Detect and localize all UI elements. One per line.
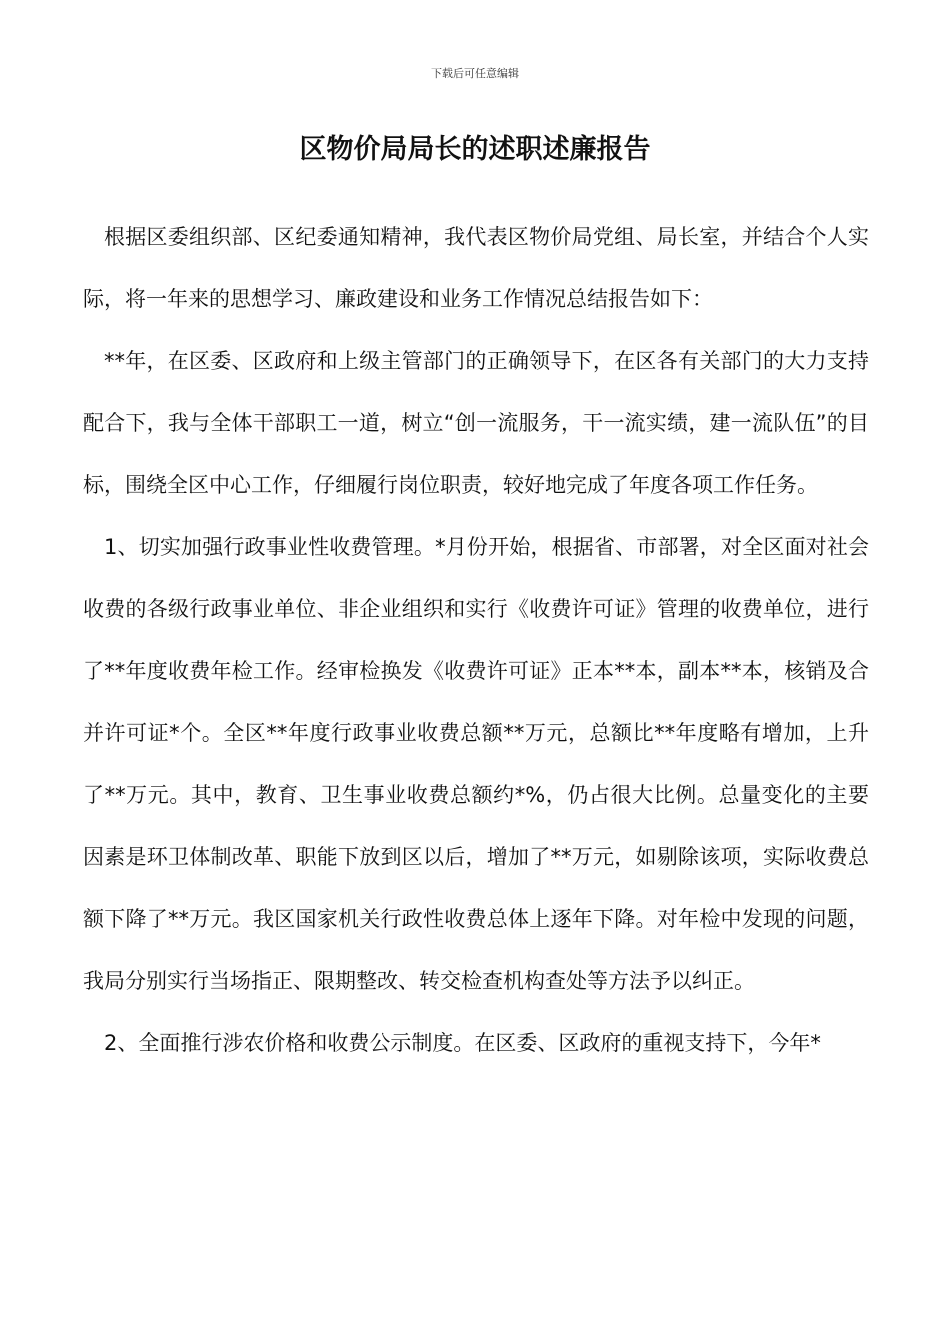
paragraph-item-2: 2、全面推行涉农价格和收费公示制度。在区委、区政府的重视支持下，今年*	[104, 1031, 821, 1055]
paragraph-item-1: 1、切实加强行政事业性收费管理。*月份开始，根据省、市部署，对全区面对社会收费的各级行政事业单位、非企业组织和实行《收费许可证》管理的收费单位，进行了**年度收费年检工作。经审检换发《收费许可证》正本**本，副本**本，核销及合并许可证*个。全区**年度行政事业收费总额**万元，总额比**年度略有增加，上升了**万元。其中，教育、卫生事业收费总额约*%，仍占很大比例。总量变化的主要因素是环卫体制改革、职能下放到区以后，增加了**万元，如剔除该项，实际收费总额下降了**万元。我区国家机关行政性收费总体上逐年下降。对年检中发现的问题，我局分别实行当场指正、限期整改、转交检查机构查处等方法予以纠正。	[83, 535, 869, 993]
document-body	[83, 206, 869, 1074]
header-note: 下载后可任意编辑	[431, 67, 519, 80]
paragraph-intro: 根据区委组织部、区纪委通知精神，我代表区物价局党组、局长室，并结合个人实际，将一年来的思想学习、廉政建设和业务工作情况总结报告如下：	[83, 225, 869, 311]
paragraph-summary: **年，在区委、区政府和上级主管部门的正确领导下，在区各有关部门的大力支持配合下，我与全体干部职工一道，树立“创一流服务，干一流实绩，建一流队伍”的目标，围绕全区中心工作，仔细履行岗位职责，较好地完成了年度各项工作任务。	[83, 349, 869, 497]
document-title: 区物价局局长的述职述廉报告	[299, 134, 651, 165]
